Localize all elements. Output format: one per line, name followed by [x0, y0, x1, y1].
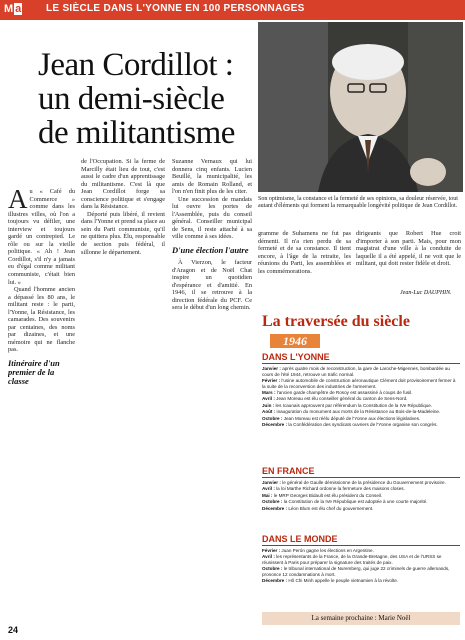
portrait-photo	[258, 22, 463, 192]
article-subheading: Itinéraire d'un premier de la classe	[8, 358, 60, 387]
sidebar-section-france	[262, 480, 460, 530]
dropcap-letter: A	[8, 188, 28, 214]
timeline-text: Jean Moreau est élu conseiller général du canton de Sens-Nord.	[276, 396, 408, 402]
timeline-item	[262, 493, 460, 499]
article-column-4	[258, 230, 351, 298]
sidebar-section-monde-heading: DANS LE MONDE	[262, 534, 338, 544]
timeline-month: Avril :	[262, 554, 275, 560]
timeline-month: Mai :	[262, 492, 273, 498]
article-paragraph	[8, 188, 75, 286]
timeline-month: Avril :	[262, 396, 275, 402]
sidebar-section-yonne-heading: DANS L'YONNE	[262, 352, 330, 362]
timeline-item	[262, 506, 460, 512]
timeline-text: après quatre mois de reconstruction, la gare de Laroche-Migennes, bombardée au cours de l'été 1944, retrouve un trafic normal.	[262, 366, 450, 377]
timeline-text: le général de Gaulle démissionne de la présidence du Gouvernement provisoire.	[282, 480, 446, 485]
sidebar-title: La traversée du siècle	[262, 313, 410, 330]
timeline-month: Octobre :	[262, 499, 283, 505]
timeline-month: Février :	[262, 377, 281, 383]
timeline-month: Janvier :	[262, 366, 281, 371]
article-paragraph: Quand l'homme ancien a dépassé les 80 ans, le militant reste : le parti, l'Yonne, la Résistance, les camarades. Des souvenirs par centaines, des noms par dizaines, et une mémoire qui ne flanche pas.	[8, 286, 75, 354]
timeline-month: Janvier :	[262, 480, 281, 485]
timeline-item	[262, 366, 460, 377]
sidebar-section-yonne	[262, 366, 460, 458]
author-signature: Jean-Luc DAUPHIN.	[400, 290, 452, 296]
paragraph-text: u « Café du Commerce » comme dans les illustres villes, où l'on a toujours vu défiler, une interview et toujours gardé un contrepied. Le rôle ou sur la vieille politique. « Ah ! Jean Cordillot, s'il n'y a jamais eu d'égal comme militant communiste, c'était bien lui. »	[8, 188, 75, 286]
timeline-month: Avril :	[262, 486, 275, 492]
article-column-1	[8, 188, 75, 618]
section-divider	[262, 363, 460, 364]
timeline-text: inauguration du monument aux morts de la Résistance au Bois-de-la-Madeleine.	[276, 409, 441, 415]
timeline-month: Juin :	[262, 402, 275, 408]
sidebar-section-monde	[262, 548, 460, 608]
article-paragraph: Déporté puis libéré, il revient dans l'Yonne et prend sa place au sein du Parti communiste, qu'il ne quittera plus. Élu, responsable de section puis fédéral, il sillonne le département.	[81, 210, 165, 256]
timeline-text: la Confédération des syndicats ouvriers de l'Yonne organise son congrès.	[288, 421, 438, 427]
article-column-5	[356, 230, 461, 288]
article-subheading: D'une élection l'autre	[172, 245, 249, 256]
timeline-text: les Icaunais approuvent par référendum la Constitution de la IVe République.	[275, 402, 433, 408]
timeline-text: le tribunal international de Nuremberg, qui juge 22 criminels de guerre allemands, prononce 12 condamnations à mort.	[262, 566, 450, 577]
timeline-item	[262, 409, 460, 415]
magazine-logo	[4, 2, 42, 16]
article-paragraph: gramme de Suhamens ne fut pas démenti. Il n'a rien perdu de sa fermeté et de sa constance. Il tient encore, à l'âge de la retraite, les réunions du Parti, les assemblées et les commémorations.	[258, 230, 351, 275]
timeline-month: Décembre :	[262, 505, 288, 511]
timeline-month: Décembre :	[262, 578, 288, 584]
timeline-month: Août :	[262, 409, 276, 415]
article-paragraph: de l'Occupation. Si la ferme de Marcilly était lieu de tout, c'est aussi le cadre d'un apprentissage du militantisme. C'est là que Jean Cordillot forge sa conscience politique et s'engage dans la Résistance.	[81, 158, 165, 211]
timeline-item	[262, 566, 460, 577]
timeline-month: Février :	[262, 548, 281, 553]
timeline-text: les représentants de la France, de la Grande-Bretagne, des USA et de l'URSS se réunissent à Paris pour préparer la signature des traités de paix.	[262, 554, 442, 565]
page-header-bar	[0, 0, 465, 18]
header-rule	[0, 18, 465, 20]
timeline-text: le MRP Georges Bidault est élu président du Conseil.	[273, 492, 383, 498]
timeline-item	[262, 499, 460, 505]
timeline-item	[262, 403, 460, 409]
timeline-text: Jean Moreau est réélu député de l'Yonne aux élections législatives.	[283, 415, 421, 421]
timeline-text: la loi Marthe Richard ordonne la fermeture des maisons closes.	[276, 486, 405, 492]
timeline-text: l'usine automobile de construction aéronautique Clément doit provisoirement fermer à la suite de la reconversion des industries de l'armement.	[262, 377, 456, 389]
timeline-item	[262, 486, 460, 492]
timeline-month: Octobre :	[262, 415, 283, 421]
timeline-text: Hô Chi Minh appelle le peuple vietnamien à la révolte.	[288, 578, 399, 584]
article-paragraph: Suzanne Vernaux qui lui donnera cinq enfants. Lucien Beuillé, la municipalité, les amis de Romain Rolland, et l'on n'en finit plus de les citer.	[172, 158, 252, 196]
page-number: 24	[8, 625, 19, 635]
timeline-text: l'ancien garde champêtre de Rosoy est assassiné à coups de fusil.	[276, 389, 413, 395]
timeline-item	[262, 390, 460, 396]
timeline-text: Juan Perón gagne les élections en Argentine.	[281, 548, 374, 553]
article-paragraph: Une succession de mandats lui ouvre les portes de l'Assemblée, puis du conseil général. Conseiller municipal de Sens, il reste attaché à sa ville comme à ses idées.	[172, 195, 252, 241]
timeline-item	[262, 578, 460, 584]
timeline-text: la Constitution de la IVe République est adoptée à une courte majorité.	[283, 499, 428, 505]
article-paragraph: À Vierzon, le facteur d'Aragon et de Noël Chat inspire un quotidien d'espérance et d'amitié. En 1946, il se retrouve à la direction fédérale du PCF. Ce sera le début d'un long chemin.	[172, 259, 252, 312]
timeline-item	[262, 378, 460, 389]
section-divider	[262, 477, 460, 478]
next-week-banner: La semaine prochaine : Marie Noël	[262, 612, 460, 625]
timeline-item	[262, 548, 460, 554]
timeline-item	[262, 554, 460, 565]
article-column-2	[81, 158, 165, 618]
timeline-month: Décembre :	[262, 421, 288, 427]
timeline-item	[262, 416, 460, 422]
timeline-text: Léon Blum est élu chef du gouvernement.	[288, 505, 374, 511]
timeline-item	[262, 480, 460, 486]
timeline-item	[262, 422, 460, 428]
logo-m: M	[4, 3, 14, 15]
sidebar-section-france-heading: EN FRANCE	[262, 466, 315, 476]
series-title: LE SIÈCLE DANS L'YONNE EN 100 PERSONNAGES	[46, 3, 305, 14]
sidebar-year-badge: 1946	[270, 334, 320, 348]
photo-caption: Son optimisme, la constance et la fermeté de ses opinions, sa douleur réservée, tout autant d'éléments qui forment la remarquable longévité politique de Jean Cordillot.	[258, 196, 458, 210]
logo-a: a	[15, 3, 22, 15]
article-headline: Jean Cordillot : un demi-siècle de militantisme	[38, 47, 235, 151]
article-column-3	[172, 158, 252, 618]
article-paragraph: dirigeants que Robert Hue croit d'importer à son parti. Mais, pour mon magistrat d'une ville à la conduite de laquelle il a été appelé, il ne voit que le militant, qui doit rester fidèle et droit.	[356, 230, 461, 268]
section-divider	[262, 545, 460, 546]
timeline-month: Octobre :	[262, 566, 283, 572]
timeline-month: Mars :	[262, 389, 276, 395]
timeline-item	[262, 396, 460, 402]
